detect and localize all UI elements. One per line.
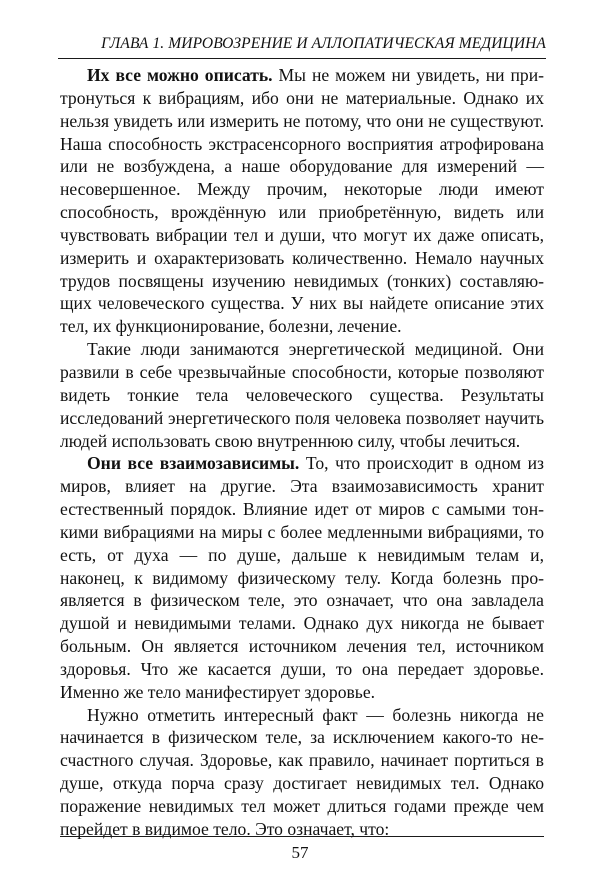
running-title: ГЛАВА 1. МИРОВОЗРЕНИЕ И АЛЛОПАТИЧЕСКАЯ МЕДИЦИНА [101,35,546,52]
footer-rule [60,836,544,837]
paragraph-lead: Их все можно описать. [87,65,273,85]
paragraph-text: То, что происходит в одном из миров, влияет на другие. Эта взаимозависимость хранит естественный порядок. Влияние идет от миров с самыми тонкими вибрациями на миры с более медленными вибрациями, то есть, от духа — по душе, дальше к невидимым телам и, наконец, к видимому физическому телу. Когда болезнь проявляется в физическом теле, это означает, что она завладела душой и невидимыми телами. Однако дух никогда не бывает больным. Он является источником лечения тел, источником здоровья. Что же касается души, то она передает здоровье. Именно же тело манифестирует здоровье. [60,453,544,702]
paragraph-lead: Они все взаимозависимы. [87,453,300,474]
paragraph [60,338,544,452]
page-number: 57 [291,843,309,862]
paragraph-text: Нужно отметить интересный факт — болезнь никогда не начинается в физическом теле, за исключением какого-то несчастного случая. Здоровье, как правило, начинает портиться в душе, откуда порча сразу достигает невидимых тел. Однако поражение невидимых тел может длиться годами прежде чем перейдет в видимое тело. Это означает, что: [60,704,544,839]
paragraph-text: Мы не можем ни увидеть, ни притронуться к вибрациям, ибо они не материальные. Однако их нельзя увидеть или измерить не потому, что они не существуют. Наша способность экстрасенсорного восприятия атрофирована или не возбуждена, а наше оборудование для измерений — несовершенное. Между прочим, некоторые люди имеют способность, врождённую или приобретённую, видеть или чувствовать вибрации тел и души, что могут их даже описать, измерить и охарактеризовать количественно. Немало научных трудов посвящены изучению невидимых (тонких) составляющих человеческого существа. У них вы найдете описание этих тел, их функционирование, болезни, лечение. [60,65,544,337]
paragraph-text: Такие люди занимаются энергетической медициной. Они развили в себе чрезвычайные способности, которые позволяют видеть тонкие тела человеческого существа. Результаты исследований энергетического поля человека позволяет научить людей использовать свою внутреннюю силу, чтобы лечиться. [60,339,544,451]
paragraph [60,452,544,703]
paragraph [60,64,544,338]
paragraph [60,704,544,841]
running-header [58,34,546,59]
body-text [60,64,544,841]
